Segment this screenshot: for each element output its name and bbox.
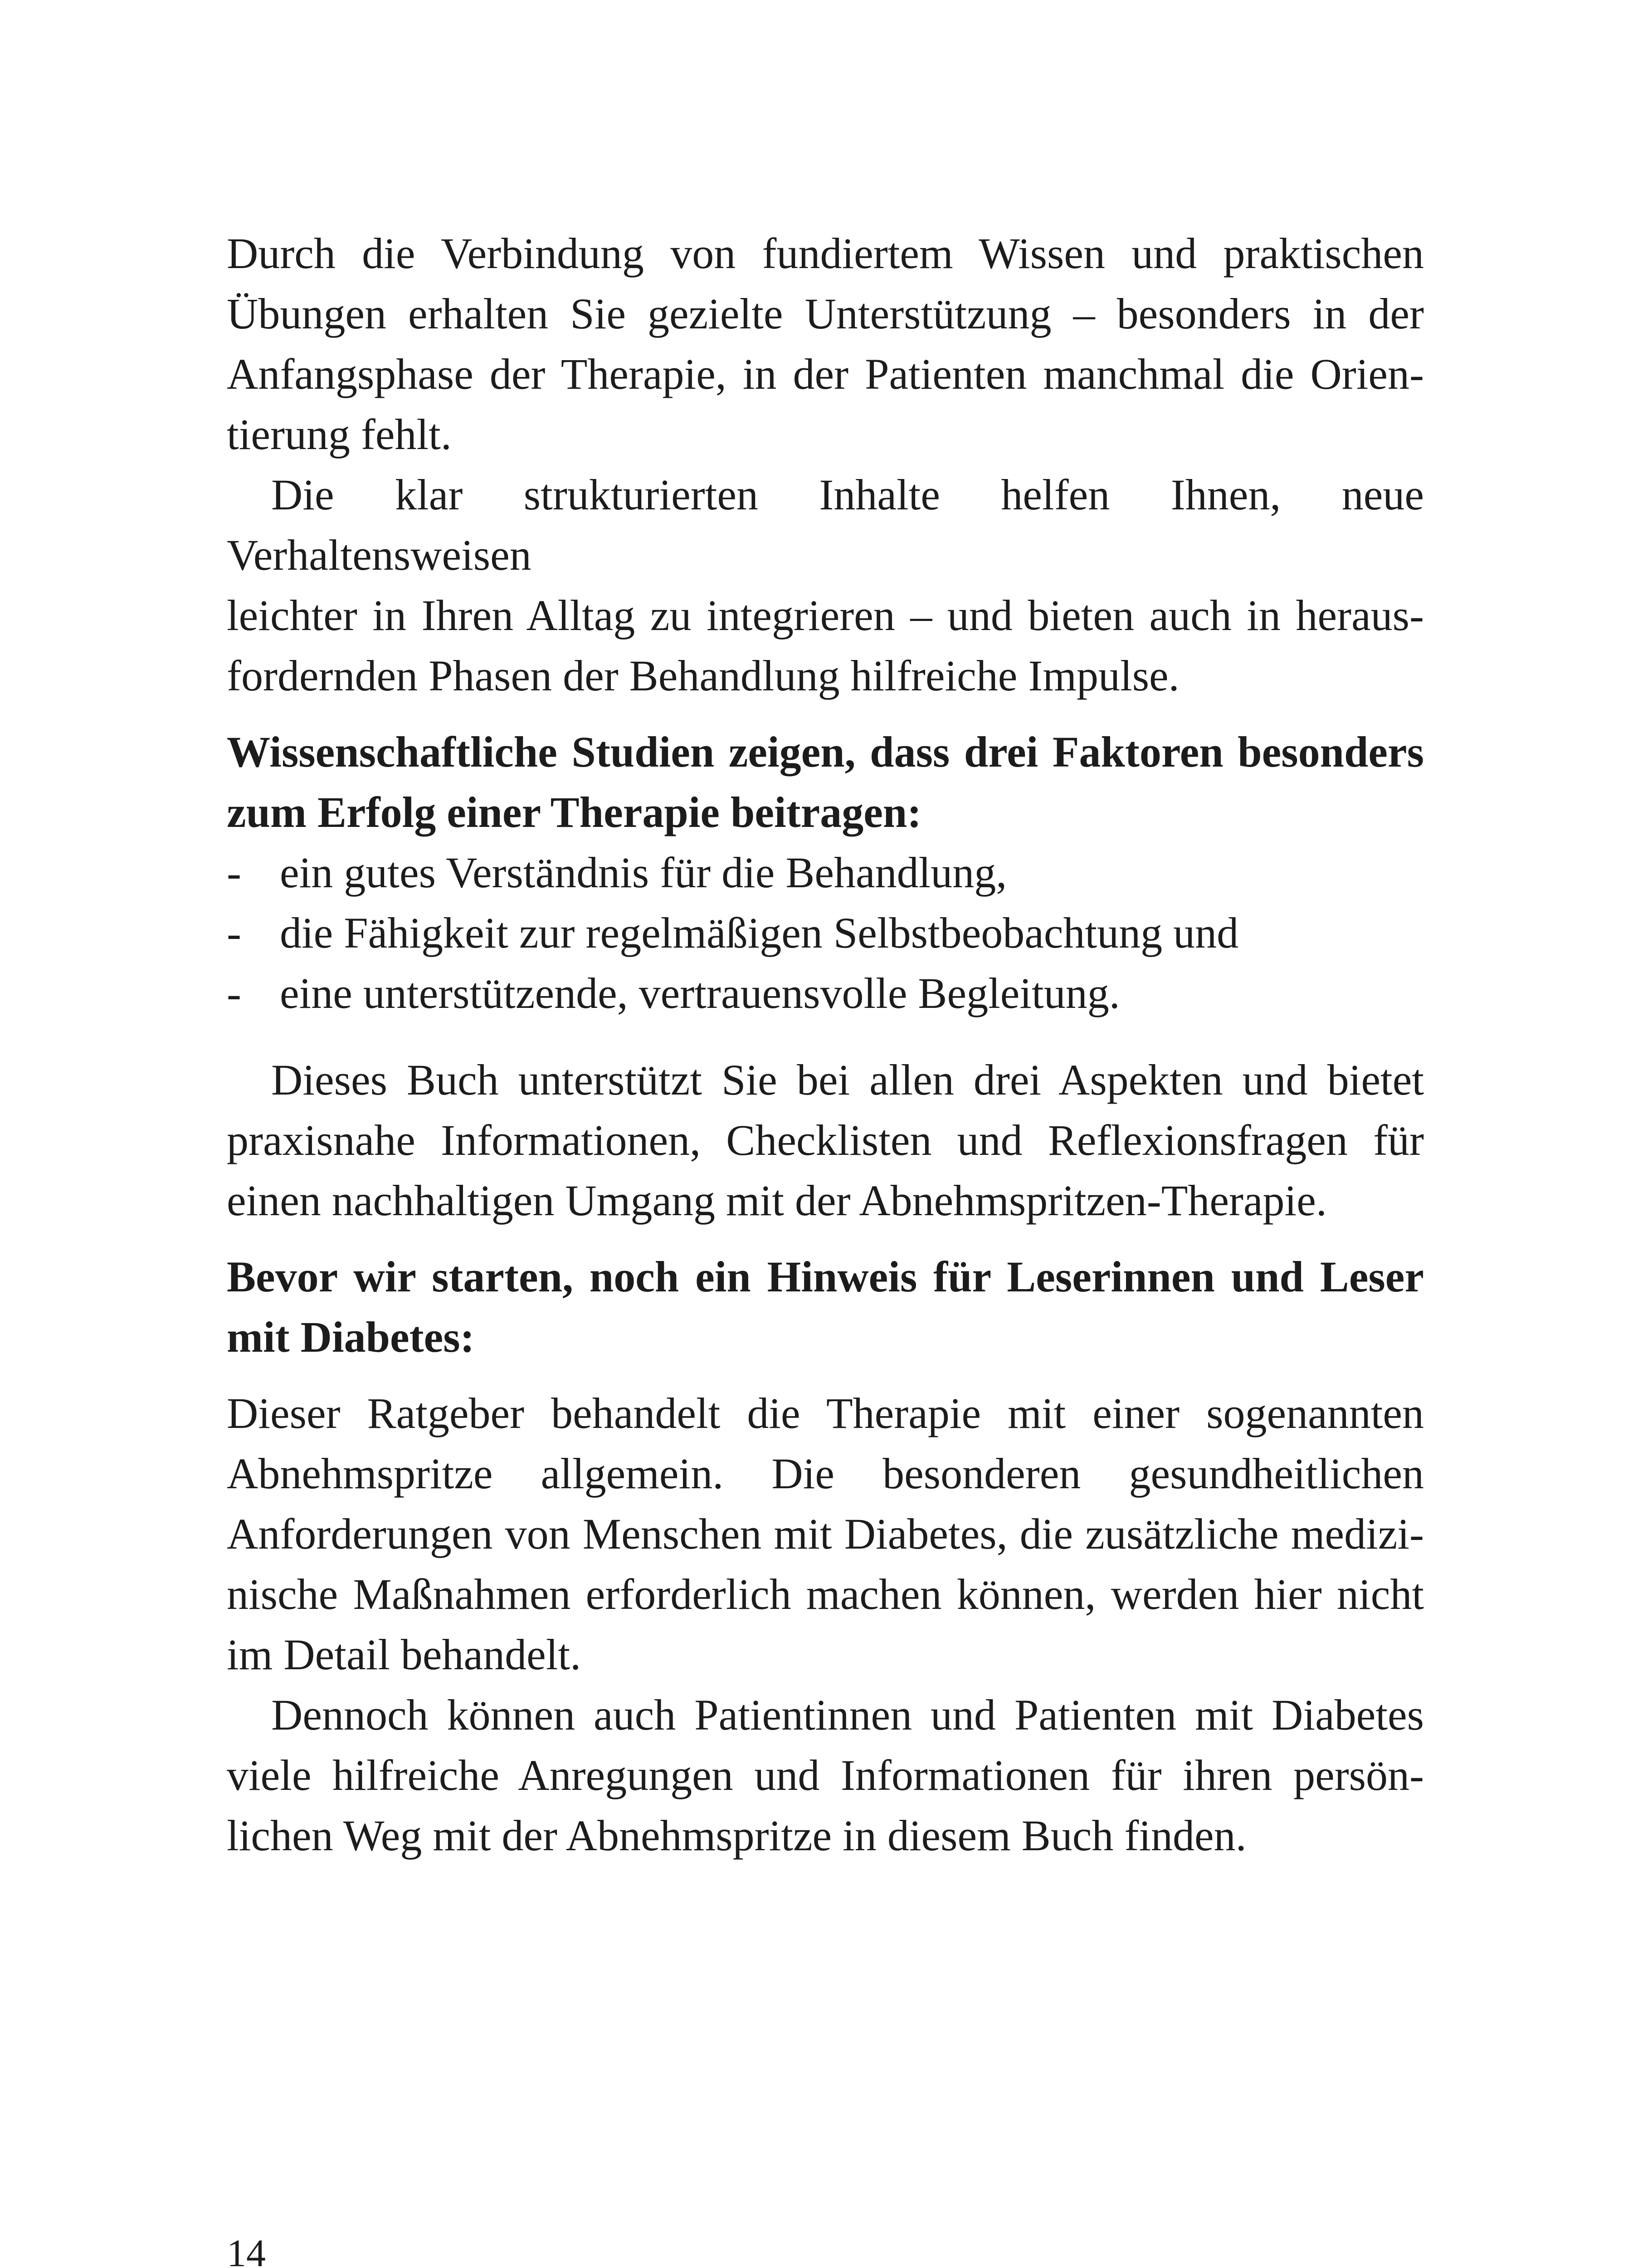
heading-line: Wissenschaftliche Studien zeigen, dass drei Faktoren besonders xyxy=(227,728,1424,776)
section-heading-studies xyxy=(227,722,1424,842)
text-line: viele hilfreiche Anregungen und Informationen für ihren persön- xyxy=(227,1751,1424,1799)
text-line: tierung fehlt. xyxy=(227,410,452,459)
list-item xyxy=(227,963,1424,1023)
text-line: Übungen erhalten Sie gezielte Unterstützung – besonders in der xyxy=(227,289,1424,338)
paragraph-book-support xyxy=(227,1050,1424,1231)
paragraph-intro xyxy=(227,223,1424,464)
section-heading-diabetes xyxy=(227,1246,1424,1367)
text-line: im Detail behandelt. xyxy=(227,1630,581,1679)
text-line: lichen Weg mit der Abnehmspritze in diesem Buch finden. xyxy=(227,1811,1247,1860)
list-item xyxy=(227,842,1424,903)
text-line: Die klar strukturierten Inhalte helfen Ihnen, neue Verhaltensweisen xyxy=(227,470,1424,579)
text-line: Dieser Ratgeber behandelt die Therapie mit einer sogenannten xyxy=(227,1389,1424,1437)
list-item-text: eine unterstützende, vertrauensvolle Begleitung. xyxy=(280,969,1120,1017)
paragraph-diabetes-note xyxy=(227,1383,1424,1685)
heading-line: mit Diabetes: xyxy=(227,1313,475,1361)
text-line: einen nachhaltigen Umgang mit der Abnehmspritzen-Therapie. xyxy=(227,1176,1327,1225)
text-line: fordernden Phasen der Behandlung hilfreiche Impulse. xyxy=(227,651,1180,700)
list-dash-marker: - xyxy=(227,848,241,897)
text-line: Dieses Buch unterstützt Sie bei allen drei Aspekten und bietet xyxy=(271,1056,1424,1104)
text-line: leichter in Ihren Alltag zu integrieren – und bieten auch in heraus- xyxy=(227,591,1424,640)
text-line: nische Maßnahmen erforderlich machen können, werden hier nicht xyxy=(227,1570,1424,1618)
list-dash-marker: - xyxy=(227,909,241,957)
body-text xyxy=(227,223,1424,1866)
factors-list xyxy=(227,842,1424,1023)
list-item-text: ein gutes Verständnis für die Behandlung, xyxy=(280,848,1007,897)
list-item xyxy=(227,903,1424,963)
text-line: Dennoch können auch Patientinnen und Patienten mit Diabetes xyxy=(271,1691,1424,1739)
paragraph-diabetes-encouragement xyxy=(227,1685,1424,1866)
list-item-text: die Fähigkeit zur regelmäßigen Selbstbeobachtung und xyxy=(280,909,1239,957)
text-line: Anfangsphase der Therapie, in der Patienten manchmal die Orien- xyxy=(227,350,1424,398)
text-line: Anforderungen von Menschen mit Diabetes, die zusätzliche medizi- xyxy=(227,1510,1424,1558)
page-number: 14 xyxy=(227,2231,266,2268)
heading-line: zum Erfolg einer Therapie beitragen: xyxy=(227,788,922,836)
text-line: Abnehmspritze allgemein. Die besonderen gesundheitlichen xyxy=(227,1449,1424,1498)
paragraph-structured-content xyxy=(227,464,1424,706)
text-line: Durch die Verbindung von fundiertem Wissen und praktischen xyxy=(227,229,1424,278)
list-dash-marker: - xyxy=(227,969,241,1017)
heading-line: Bevor wir starten, noch ein Hinweis für Leserinnen und Leser xyxy=(227,1252,1424,1301)
text-line: praxisnahe Informationen, Checklisten und Reflexionsfragen für xyxy=(227,1116,1424,1164)
